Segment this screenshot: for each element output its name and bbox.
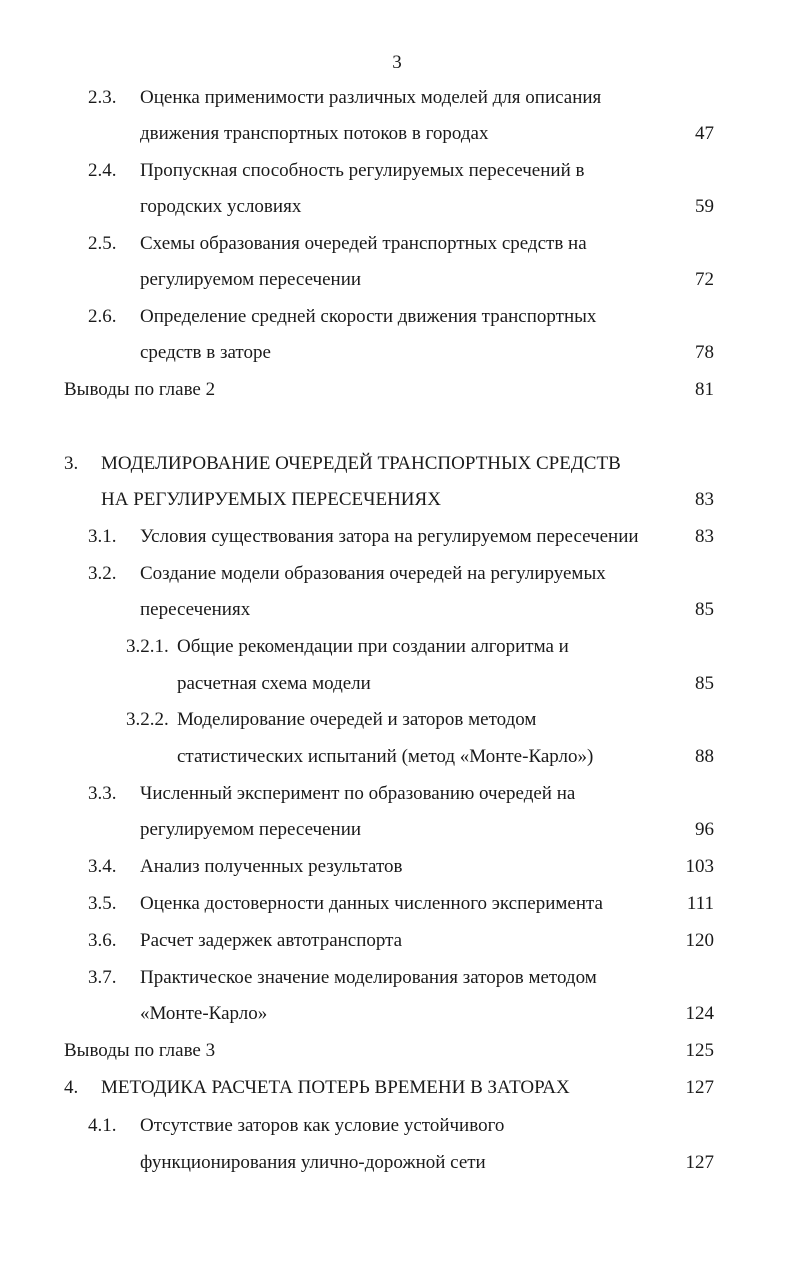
toc-page-number: 127 (685, 1152, 714, 1173)
toc-entry-number: 4.1. (88, 1115, 117, 1136)
toc-entry-title: Расчет задержек автотранспорта (140, 930, 403, 951)
toc-page-number: 85 (695, 599, 714, 620)
toc-chapter-title: МЕТОДИКА РАСЧЕТА ПОТЕРЬ ВРЕМЕНИ В ЗАТОРАХ (101, 1077, 570, 1098)
toc-conclusions: Выводы по главе 2 (64, 379, 216, 400)
toc-entry-title: Создание модели образования очередей на регулируемых (140, 563, 606, 584)
toc-entry-title: Пропускная способность регулируемых пересечений в (140, 160, 585, 181)
toc-entry-title: регулируемом пересечении (140, 269, 362, 290)
toc-entry-title: расчетная схема модели (177, 673, 371, 694)
toc-page-number: 120 (685, 930, 714, 951)
toc-chapter-number: 4. (64, 1077, 79, 1098)
toc-page-number: 124 (685, 1003, 714, 1024)
toc-entry-title: пересечениях (140, 599, 251, 620)
toc-entry-number: 2.4. (88, 160, 117, 181)
toc-page-number: 83 (695, 489, 714, 510)
toc-entry-title: средств в заторе (140, 342, 271, 363)
toc-entry-title: Численный эксперимент по образованию очередей на (140, 783, 576, 804)
toc-page-number: 81 (695, 379, 714, 400)
toc-entry-number: 2.3. (88, 87, 117, 108)
toc-entry-title: Отсутствие заторов как условие устойчивого (140, 1115, 505, 1136)
toc-page-number: 59 (695, 196, 714, 217)
toc-entry-title: Схемы образования очередей транспортных средств на (140, 233, 587, 254)
toc-entry-title: Моделирование очередей и заторов методом (177, 709, 537, 730)
toc-page-number: 88 (695, 746, 714, 767)
toc-chapter-number: 3. (64, 453, 79, 474)
toc-conclusions: Выводы по главе 3 (64, 1040, 216, 1061)
toc-entry-number: 2.6. (88, 306, 117, 327)
toc-page-number: 78 (695, 342, 714, 363)
toc-page-number: 103 (685, 856, 714, 877)
toc-entry-title: движения транспортных потоков в городах (140, 123, 489, 144)
toc-entry-title: функционирования улично-дорожной сети (140, 1152, 486, 1173)
toc-entry-title: Общие рекомендации при создании алгоритма и (177, 636, 569, 657)
toc-entry-title: Практическое значение моделирования заторов методом (140, 967, 597, 988)
toc-entry-number: 2.5. (88, 233, 117, 254)
toc-page-number: 83 (695, 526, 714, 547)
toc-page-number: 96 (695, 819, 714, 840)
toc-page-number: 125 (685, 1040, 714, 1061)
toc-chapter-title: МОДЕЛИРОВАНИЕ ОЧЕРЕДЕЙ ТРАНСПОРТНЫХ СРЕДСТВ (101, 453, 621, 474)
toc-page-number: 47 (695, 123, 714, 144)
page-number: 3 (392, 52, 402, 73)
toc-entry-title: Оценка достоверности данных численного эксперимента (140, 893, 603, 914)
toc-entry-number: 3.4. (88, 856, 117, 877)
toc-entry-number: 3.5. (88, 893, 117, 914)
toc-entry-title: Условия существования затора на регулируемом пересечении (140, 526, 639, 547)
toc-entry-number: 3.3. (88, 783, 117, 804)
toc-entry-title: Оценка применимости различных моделей для описания (140, 87, 602, 108)
toc-page-number: 127 (685, 1077, 714, 1098)
toc-entry-title: регулируемом пересечении (140, 819, 362, 840)
toc-entry-title: городских условиях (140, 196, 302, 217)
toc-entry-number: 3.6. (88, 930, 117, 951)
toc-page-number: 72 (695, 269, 714, 290)
toc-entry-title: статистических испытаний (метод «Монте-Карло») (177, 746, 594, 767)
toc-entry-number: 3.2.1. (126, 636, 169, 657)
toc-entry-number: 3.7. (88, 967, 117, 988)
toc-entry-number: 3.2. (88, 563, 117, 584)
toc-entry-number: 3.2.2. (126, 709, 169, 730)
toc-page-number: 111 (686, 893, 714, 914)
toc-entry-title: Анализ полученных результатов (140, 856, 403, 877)
toc-entry-title: «Монте-Карло» (140, 1003, 268, 1024)
toc-entry-title: Определение средней скорости движения транспортных (140, 306, 597, 327)
toc-page-number: 85 (695, 673, 714, 694)
toc-chapter-title: НА РЕГУЛИРУЕМЫХ ПЕРЕСЕЧЕНИЯХ (101, 489, 441, 510)
toc-entry-number: 3.1. (88, 526, 117, 547)
